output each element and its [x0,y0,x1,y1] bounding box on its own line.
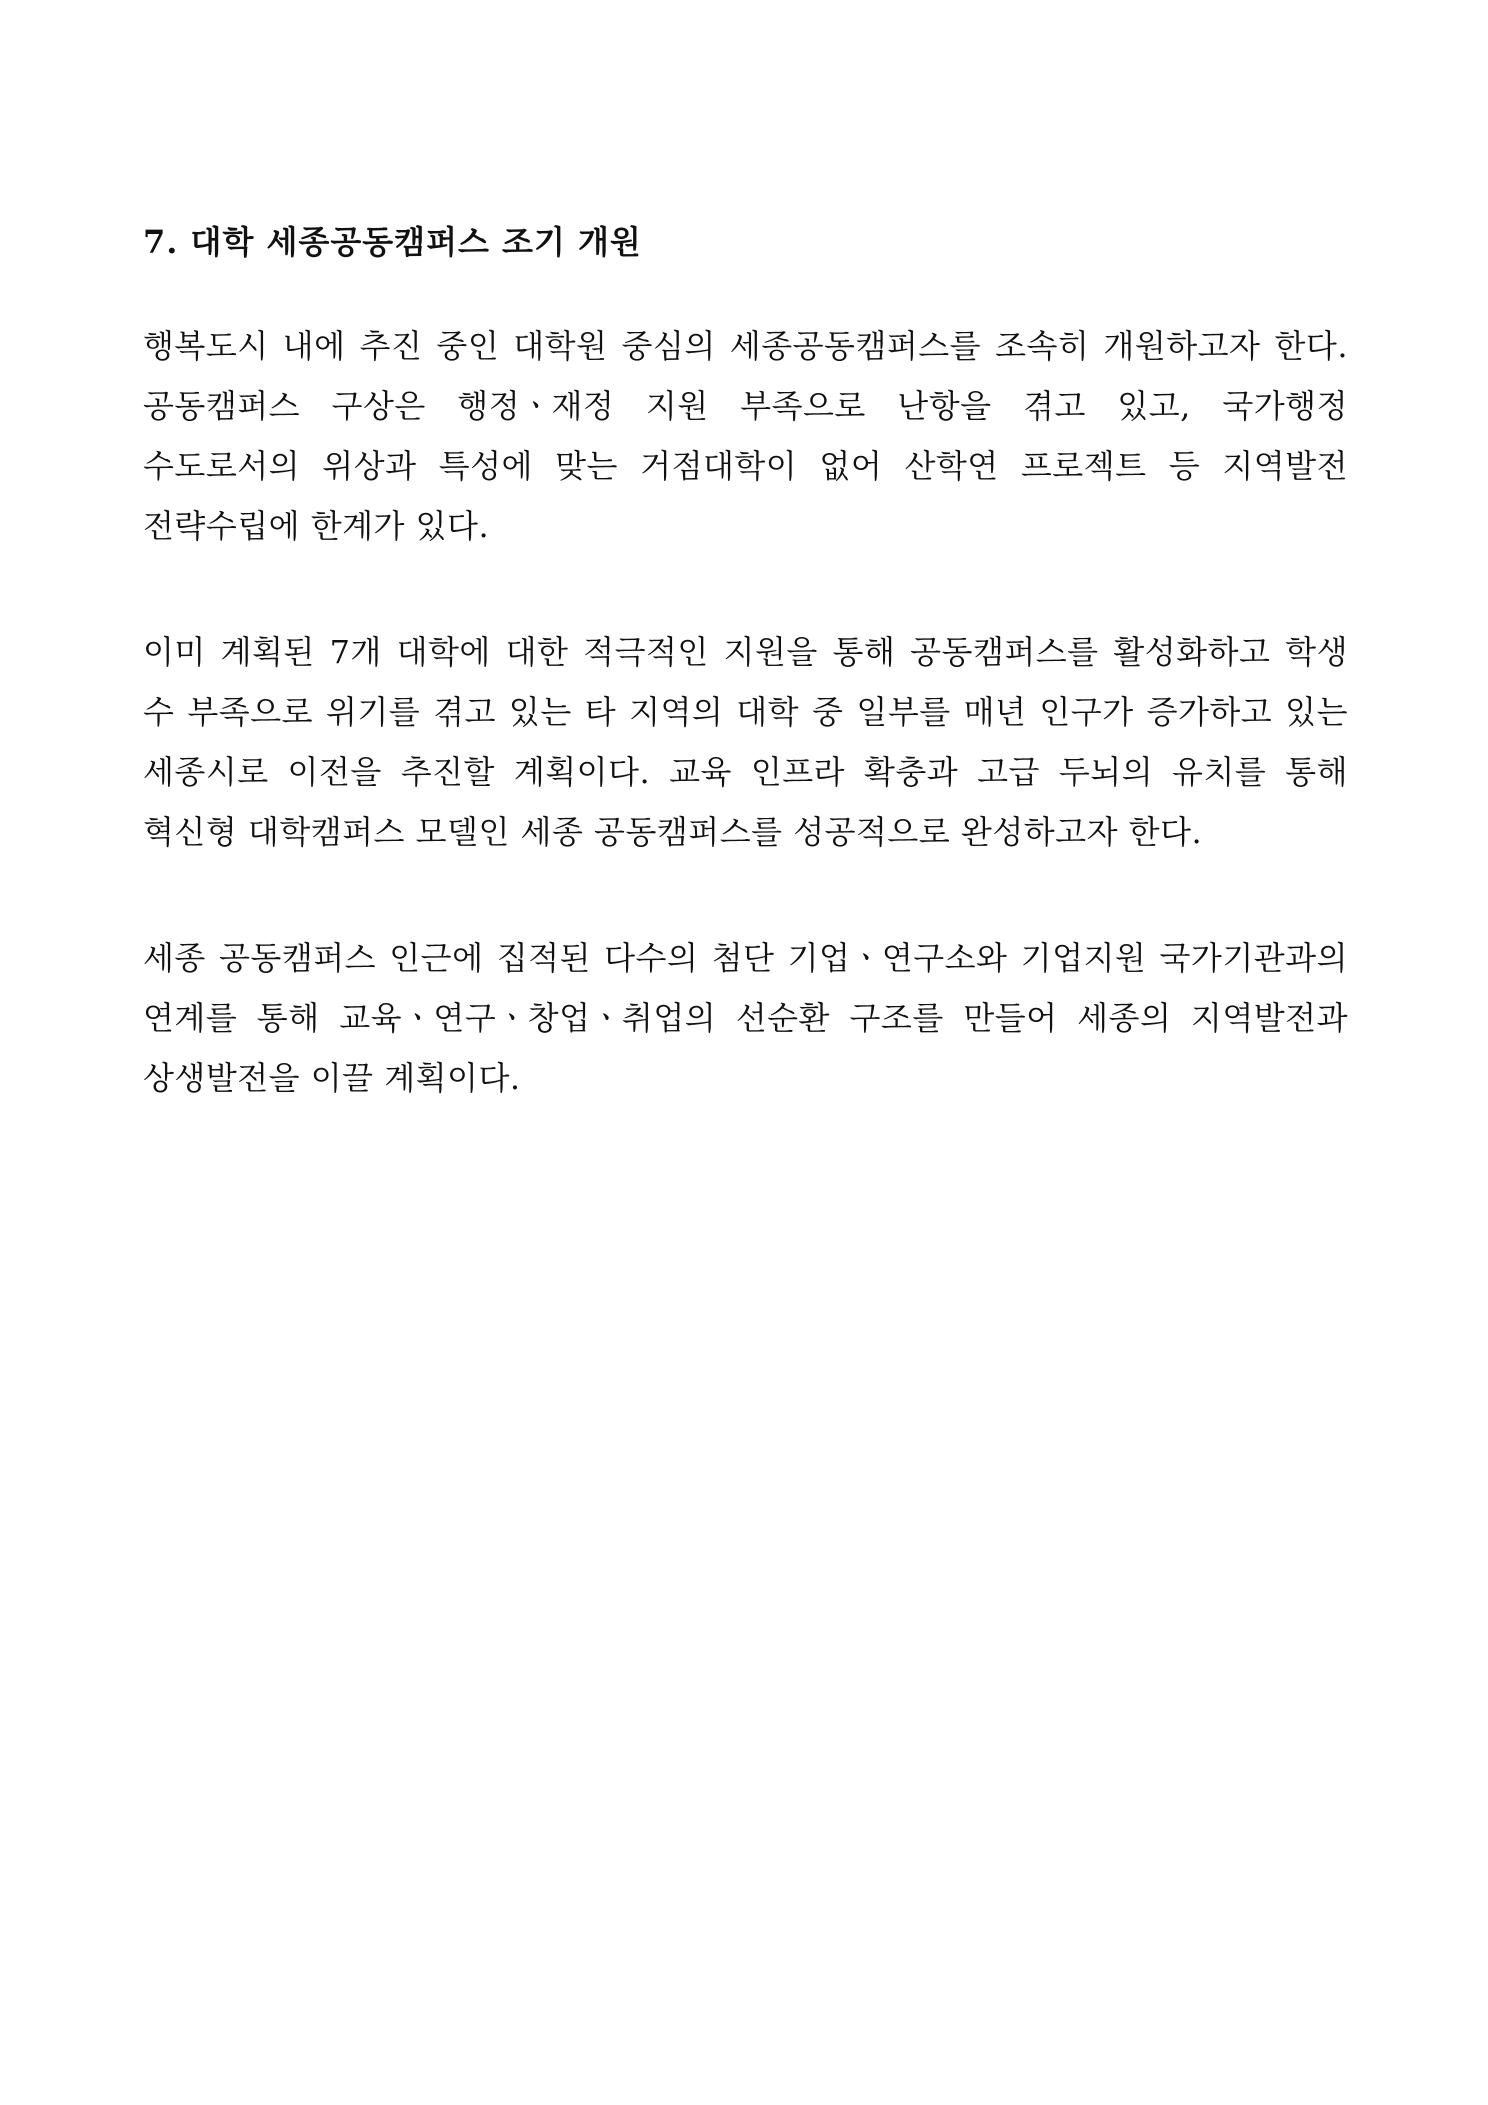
paragraph-1: 행복도시 내에 추진 중인 대학원 중심의 세종공동캠퍼스를 조속히 개원하고자 한다. 공동캠퍼스 구상은 행정ㆍ재정 지원 부족으로 난항을 겪고 있고, 국가행정 수도로서의 위상과 특성에 맞는 거점대학이 없어 산학연 프로젝트 등 지역발전 전략수립에 한계가 있다. [143,326,1348,545]
document-body [143,222,1348,1174]
paragraph-2: 이미 계획된 7개 대학에 대한 적극적인 지원을 통해 공동캠퍼스를 활성화하고 학생 수 부족으로 위기를 겪고 있는 타 지역의 대학 중 일부를 매년 인구가 증가하고 있는 세종시로 이전을 추진할 계획이다. 교육 인프라 확충과 고급 두뇌의 유치를 통해 혁신형 대학캠퍼스 모델인 세종 공동캠퍼스를 성공적으로 완성하고자 한다. [143,632,1348,851]
paragraph-3: 세종 공동캠퍼스 인근에 집적된 다수의 첨단 기업ㆍ연구소와 기업지원 국가기관과의 연계를 통해 교육ㆍ연구ㆍ창업ㆍ취업의 선순환 구조를 만들어 세종의 지역발전과 상생발전을 이끌 계획이다. [143,938,1348,1097]
section-heading: 7. 대학 세종공동캠퍼스 조기 개원 [143,223,642,261]
